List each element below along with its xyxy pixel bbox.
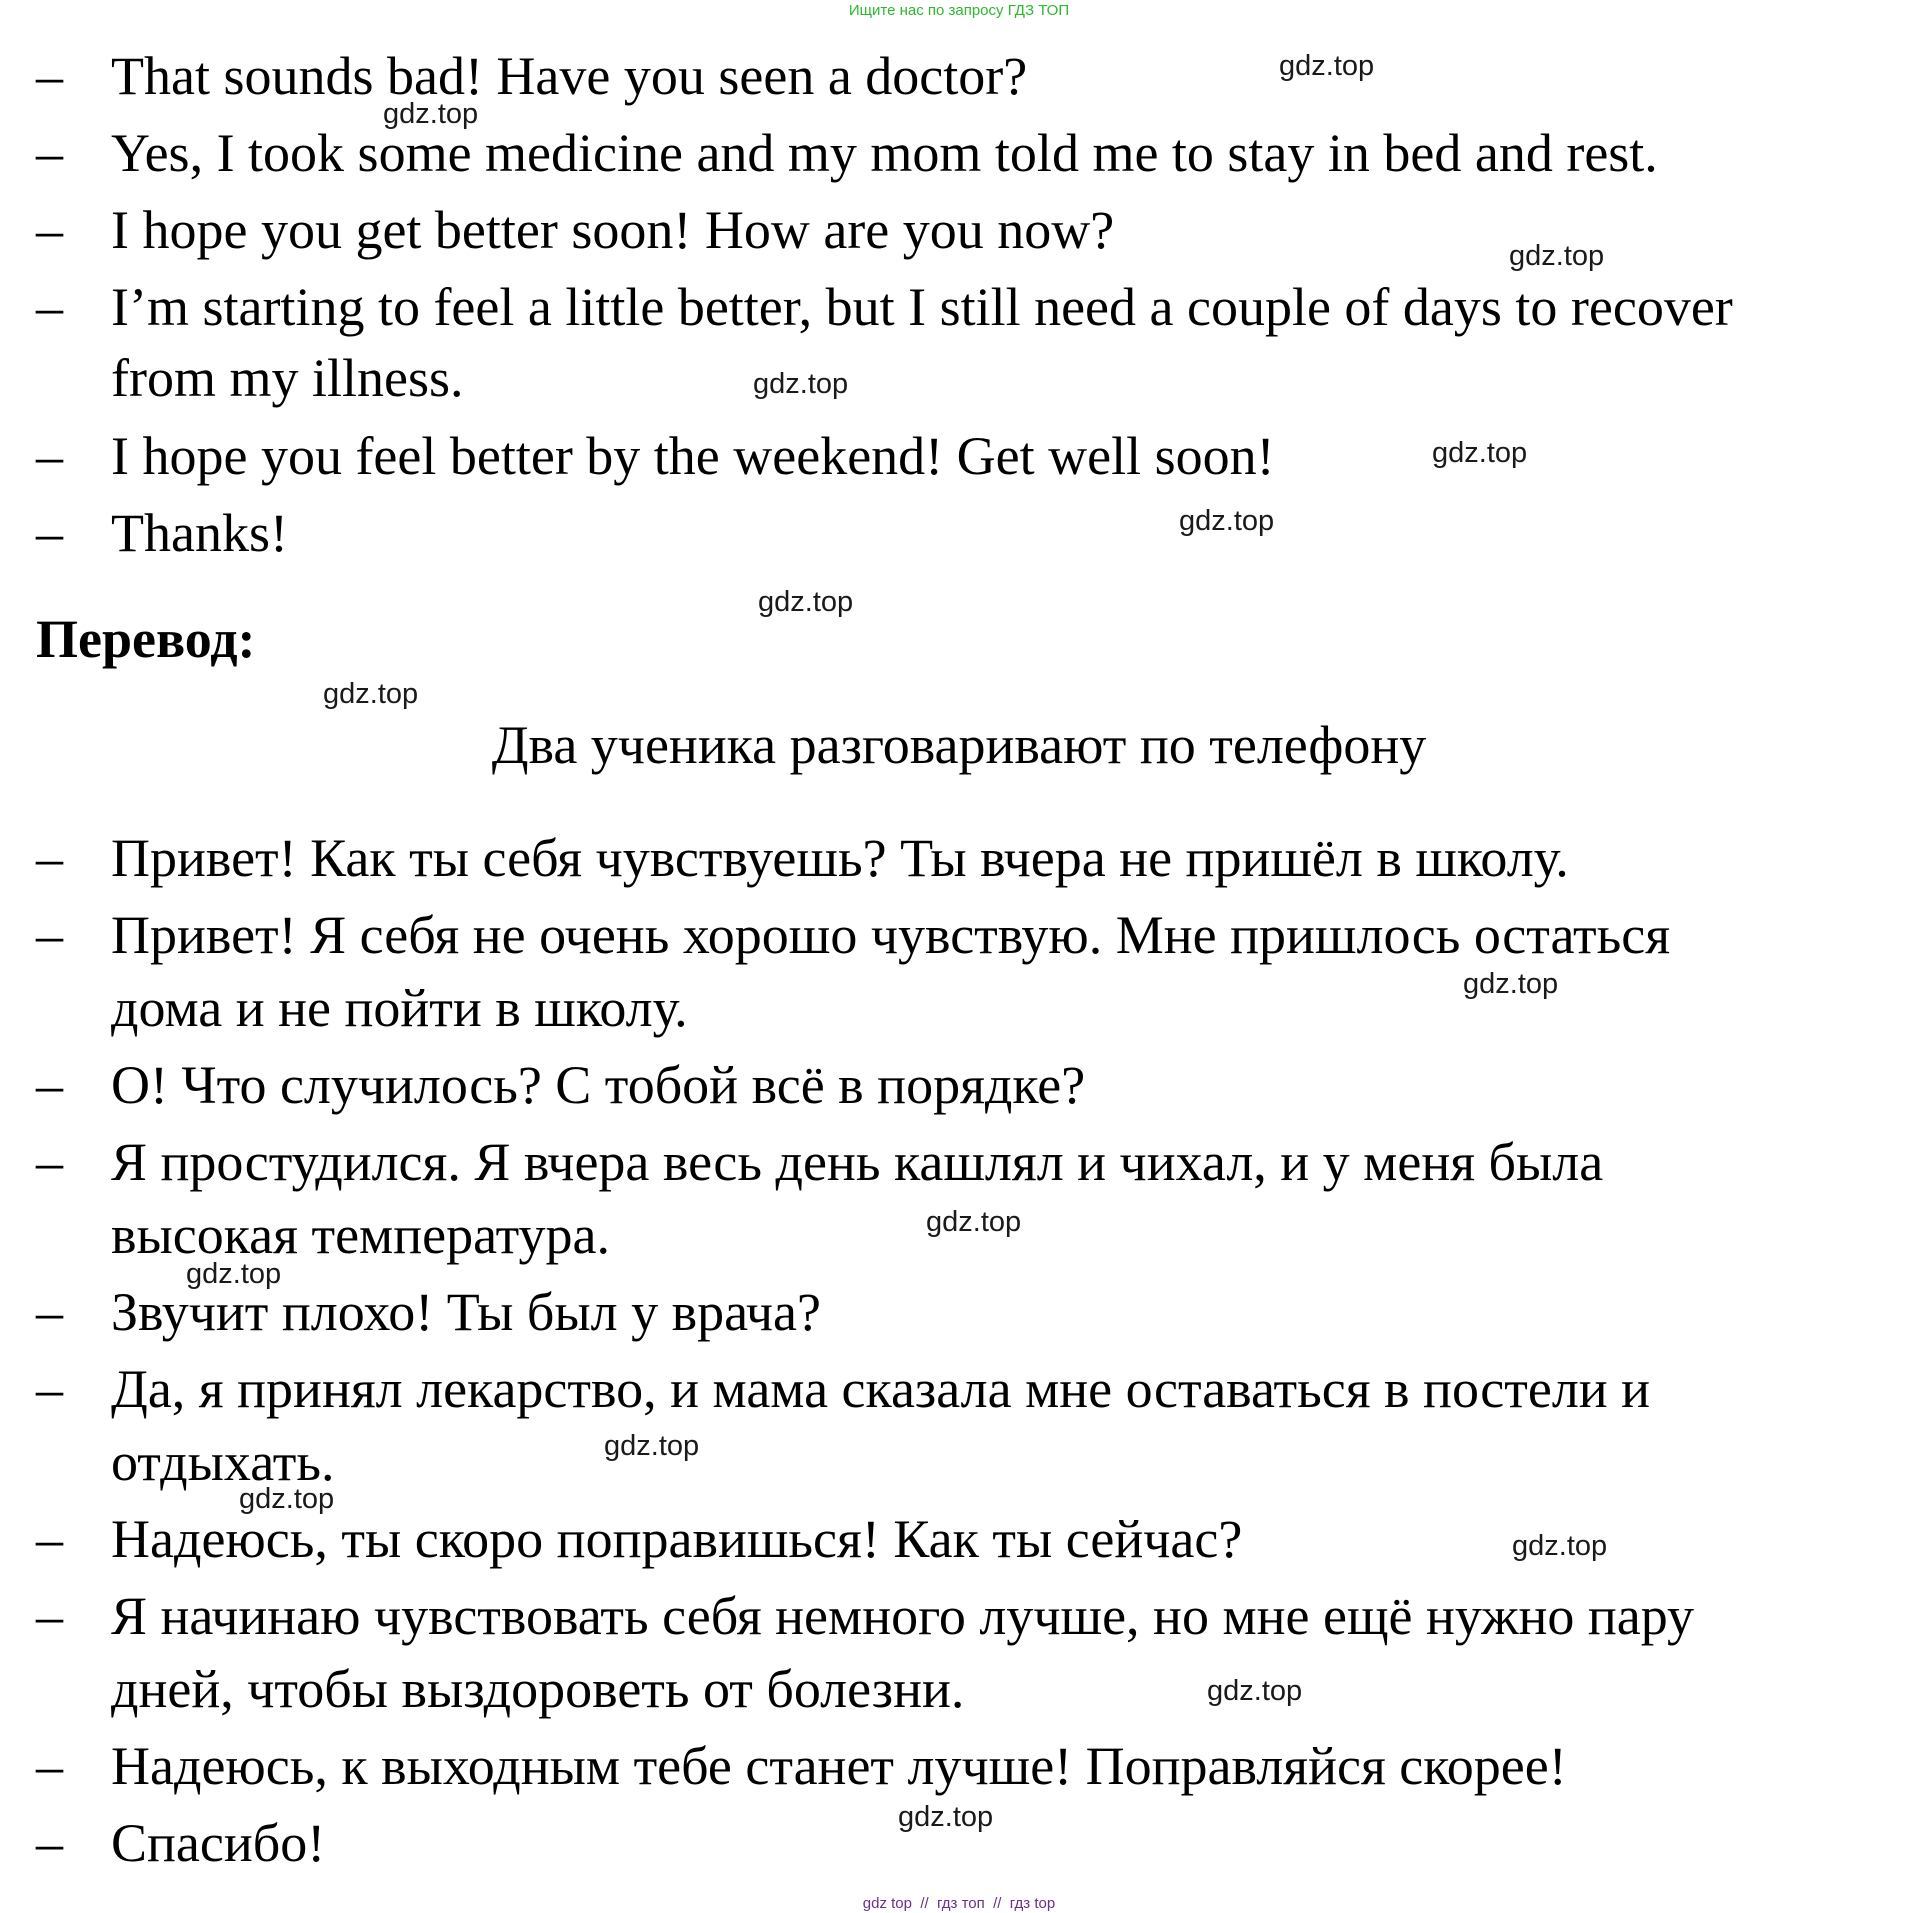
- dash: –: [36, 1813, 63, 1873]
- russian-line-text: Надеюсь, ты скоро поправишься! Как ты сейчас?: [111, 1509, 1243, 1569]
- dash: –: [36, 1736, 63, 1796]
- dash: –: [36, 1055, 63, 1115]
- russian-line-text: дома и не пойти в школу.: [111, 978, 688, 1038]
- russian-line-text: Я начинаю чувствовать себя немного лучше, но мне ещё нужно пару: [111, 1586, 1695, 1646]
- dash: –: [36, 1509, 63, 1569]
- watermark: gdz.top: [1512, 1530, 1608, 1562]
- translation-heading: Перевод:: [36, 609, 256, 669]
- watermark: gdz.top: [1179, 505, 1275, 537]
- english-line-text: I hope you get better soon! How are you now?: [111, 200, 1115, 260]
- russian-line-text: высокая температура.: [111, 1205, 610, 1265]
- russian-line-text: Звучит плохо! Ты был у врача?: [111, 1282, 821, 1342]
- watermark: gdz.top: [1207, 1675, 1303, 1707]
- watermark: gdz.top: [383, 98, 479, 130]
- russian-line-text: Я простудился. Я вчера весь день кашлял и чихал, и у меня была: [111, 1132, 1604, 1192]
- watermark: gdz.top: [186, 1258, 282, 1290]
- watermark: gdz.top: [1463, 968, 1559, 1000]
- top-banner: Ищите нас по запросу ГДЗ ТОП: [848, 2, 1070, 19]
- dash: –: [36, 828, 63, 888]
- watermark: gdz.top: [758, 586, 854, 618]
- russian-line-text: Надеюсь, к выходным тебе станет лучше! Поправляйся скорее!: [111, 1736, 1567, 1796]
- russian-line-text: Да, я принял лекарство, и мама сказала мне оставаться в постели и: [111, 1359, 1651, 1419]
- russian-line-text: Привет! Как ты себя чувствуешь? Ты вчера не пришёл в школу.: [111, 828, 1569, 888]
- russian-line-text: дней, чтобы выздороветь от болезни.: [111, 1659, 965, 1719]
- translation-title: Два ученика разговаривают по телефону: [491, 715, 1427, 775]
- watermark: gdz.top: [239, 1483, 335, 1515]
- dash: –: [36, 1132, 63, 1192]
- english-line-text: Yes, I took some medicine and my mom told me to stay in bed and rest.: [111, 123, 1658, 183]
- english-line-text: Thanks!: [111, 503, 288, 563]
- watermark: gdz.top: [926, 1206, 1022, 1238]
- footer-links: gdz top // гдз топ // гдз top: [862, 1895, 1056, 1912]
- dash: –: [36, 1282, 63, 1342]
- russian-line-text: Спасибо!: [111, 1813, 326, 1873]
- watermark: gdz.top: [604, 1430, 700, 1462]
- english-line-text: I hope you feel better by the weekend! Get well soon!: [111, 426, 1275, 486]
- dash: –: [36, 123, 63, 183]
- russian-line-text: отдыхать.: [111, 1432, 335, 1492]
- watermark: gdz.top: [1279, 50, 1375, 82]
- dash: –: [36, 277, 63, 337]
- dash: –: [36, 426, 63, 486]
- russian-line-text: О! Что случилось? С тобой всё в порядке?: [111, 1055, 1086, 1115]
- dash: –: [36, 905, 63, 965]
- english-line-text: That sounds bad! Have you seen a doctor?: [111, 46, 1028, 106]
- watermark: gdz.top: [898, 1801, 994, 1833]
- dash: –: [36, 1586, 63, 1646]
- english-line-text: I’m starting to feel a little better, but I still need a couple of days to recover: [111, 277, 1733, 337]
- watermark: gdz.top: [1509, 240, 1605, 272]
- dash: –: [36, 1359, 63, 1419]
- english-line-text: from my illness.: [111, 348, 464, 408]
- watermark: gdz.top: [1432, 437, 1528, 469]
- russian-line-text: Привет! Я себя не очень хорошо чувствую. Мне пришлось остаться: [111, 905, 1671, 965]
- watermark: gdz.top: [323, 678, 419, 710]
- watermark: gdz.top: [753, 368, 849, 400]
- dash: –: [36, 503, 63, 563]
- dash: –: [36, 46, 63, 106]
- dash: –: [36, 200, 63, 260]
